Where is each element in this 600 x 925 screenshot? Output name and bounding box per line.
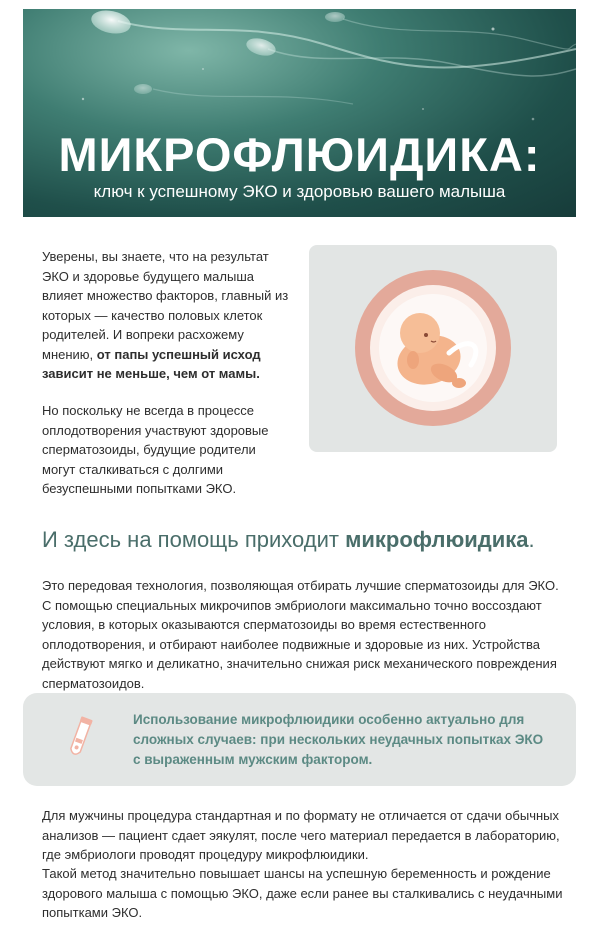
heading-text-bold: микрофлюидика xyxy=(345,527,529,552)
outro-paragraph-2: Такой метод значительно повышает шансы на успешную беременность и рождение здорового малыша с помощью ЭКО, даже если ранее вы сталкивались с неудачными попытками ЭКО. xyxy=(42,866,563,920)
note-text: Использование микрофлюидики особенно актуально для сложных случаев: при нескольких неудачных попытках ЭКО с выраженным мужским фактором. xyxy=(133,712,544,767)
hero-banner xyxy=(23,9,576,217)
heading-text-plain: И здесь на помощь приходит xyxy=(42,527,346,552)
illustration-card xyxy=(309,245,557,452)
intro-paragraph-2: Но поскольку не всегда в процессе оплодотворения участвуют здоровые сперматозоиды, будущие родители могут сталкиваться с долгими безуспешными попытками ЭКО. xyxy=(42,403,269,496)
outro-paragraph-1: Для мужчины процедура стандартная и по формату не отличается от сдачи обычных анализов — пациент сдает эякулят, после чего материал передается в лабораторию, где эмбриологи проводят процедуру микрофлюидики. xyxy=(42,808,560,862)
highlight-note xyxy=(23,693,576,786)
intro-text-plain: Уверены, вы знаете, что на результат ЭКО и здоровье будущего малыша влияет множество факторов, главный из которых — качество половых клеток родителей. И вопреки расхожему мнению, xyxy=(42,249,289,362)
hero-title: МИКРОФЛЮИДИКА: xyxy=(58,128,541,181)
fetus-in-womb-icon xyxy=(309,245,557,452)
section-body: Это передовая технология, позволяющая отбирать лучшие сперматозоиды для ЭКО. С помощью специальных микрочипов эмбриологи максимально точно воссоздают условия, в которых оказываются сперматозоиды во время естественного оплодотворения, и отбирают наиболее подвижные и здоровые из них. Устройства действуют мягко и деликатно, значительно снижая риск механического повреждения сперматозоидов. xyxy=(42,578,559,691)
test-tube-icon xyxy=(63,715,97,761)
heading-text-end: . xyxy=(528,527,535,552)
intro-text-bold: от папы успешный исход зависит не меньше, чем от мамы. xyxy=(42,346,261,381)
hero-subtitle: ключ к успешному ЭКО и здоровью вашего малыша xyxy=(93,182,506,201)
section-heading xyxy=(42,527,535,553)
intro-paragraph-1 xyxy=(42,247,292,384)
